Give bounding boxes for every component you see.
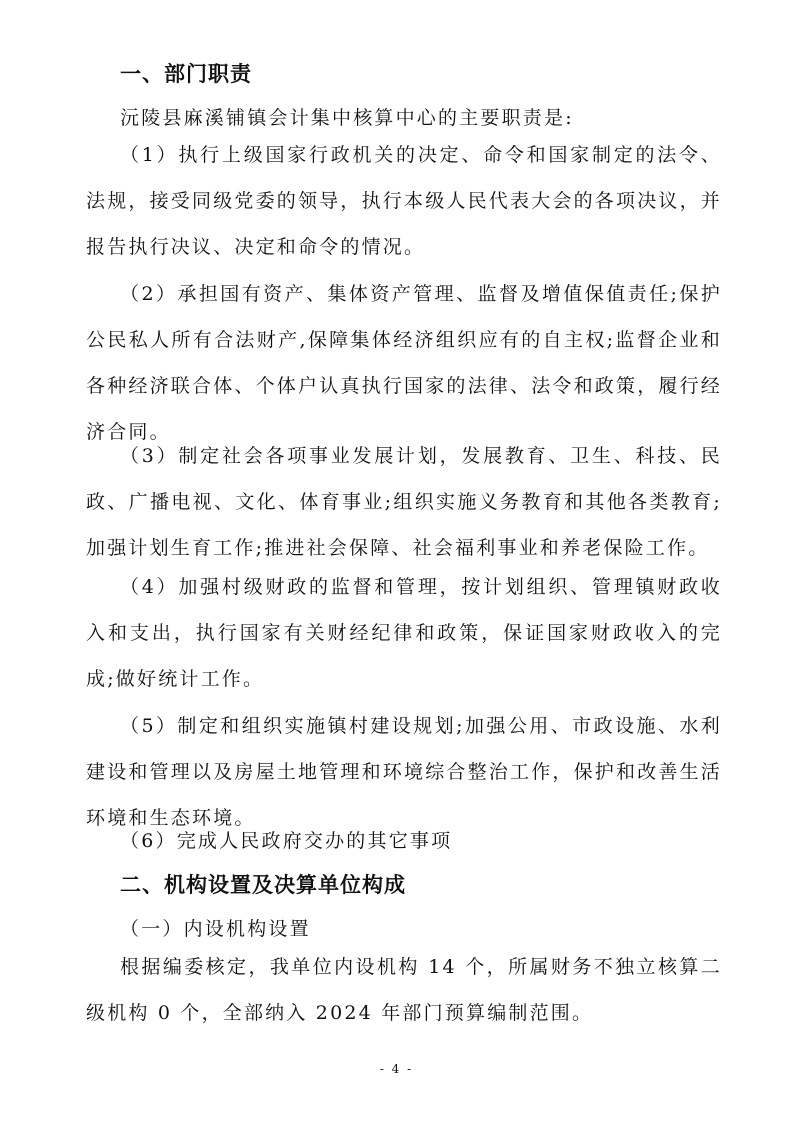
duty-item-6: （6）完成人民政府交办的其它事项 xyxy=(120,830,453,852)
duty-item-4: （4）加强村级财政的监督和管理，按计划组织、管理镇财政收入和支出，执行国家有关财经纪律和政策，保证国家财政收入的完成;做好统计工作。 xyxy=(86,576,722,690)
duty-item-2: （2）承担国有资产、集体资产管理、监督及增值保值责任;保护公民私人所有合法财产,保障集体经济组织应有的自主权;监督企业和各种经济联合体、个体户认真执行国家的法律、法令和政策，履行经济合同。 xyxy=(86,283,723,443)
subsection-heading-internal-structure: （一）内设机构设置 xyxy=(120,918,311,940)
duty-item-1: （1）执行上级国家行政机关的决定、命令和国家制定的法令、法规，接受同级党委的领导，执行本级人民代表大会的各项决议，并报告执行决议、决定和命令的情况。 xyxy=(86,144,723,258)
section-heading-department-duties: 一、部门职责 xyxy=(120,62,252,86)
duty-item-3: （3）制定社会各项事业发展计划，发展教育、卫生、科技、民政、广播电视、文化、体育事业;组织实施义务教育和其他各类教育;加强计划生育工作;推进社会保障、社会福利事业和养老保险工作。 xyxy=(86,445,722,559)
duties-intro: 沅陵县麻溪铺镇会计集中核算中心的主要职责是: xyxy=(120,107,574,129)
internal-structure-body: 根据编委核定，我单位内设机构 14 个，所属财务不独立核算二级机构 0 个，全部纳入 2024 年部门预算编制范围。 xyxy=(86,956,722,1024)
section-heading-organization: 二、机构设置及决算单位构成 xyxy=(120,873,406,897)
duty-item-5: （5）制定和组织实施镇村建设规划;加强公用、市政设施、水利建设和管理以及房屋土地管理和环境综合整治工作，保护和改善生活环境和生态环境。 xyxy=(86,715,723,829)
page-number: - 4 - xyxy=(379,1062,414,1076)
